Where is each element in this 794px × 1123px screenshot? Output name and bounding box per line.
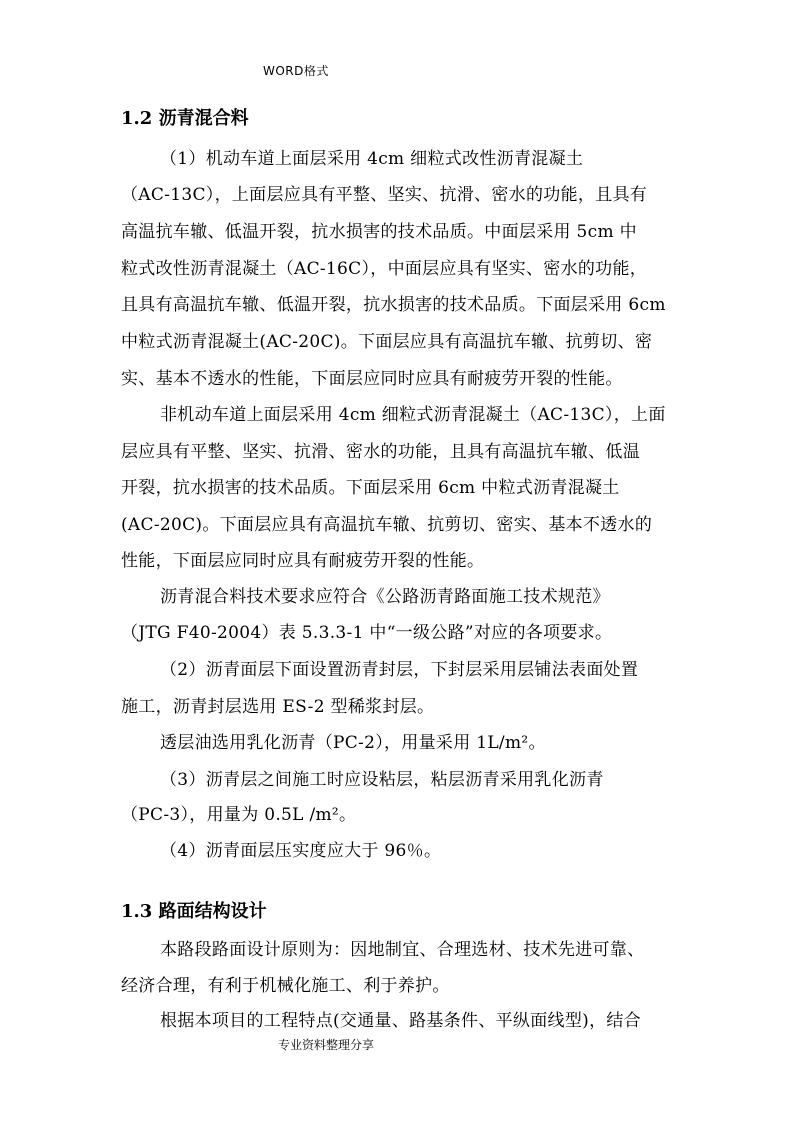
paragraph-line: 性能，下面层应同时应具有耐疲劳开裂的性能。 xyxy=(121,551,485,571)
page-footer-label: 专业资料整理分享 xyxy=(278,1038,375,1052)
paragraph-line: （1）机动车道上面层采用 4cm 细粒式改性沥青混凝土 xyxy=(160,149,584,169)
paragraph-line: （AC-13C），上面层应具有平整、坚实、抗滑、密水的功能，且具有 xyxy=(121,185,648,205)
paragraph-line: 透层油选用乳化沥青（PC-2），用量采用 1L/m²。 xyxy=(160,733,546,753)
paragraph-line: （4）沥青面层压实度应大于 96％。 xyxy=(160,841,442,861)
paragraph-line: 实、基本不透水的性能，下面层应同时应具有耐疲劳开裂的性能。 xyxy=(121,369,623,389)
paragraph-line: 本路段路面设计原则为：因地制宜、合理选材、技术先进可靠、 xyxy=(160,940,645,960)
paragraph-line: 粒式改性沥青混凝土（AC-16C），中面层应具有坚实、密水的功能， xyxy=(121,259,648,279)
paragraph-line: 中粒式沥青混凝土(AC-20C)。下面层应具有高温抗车辙、抗剪切、密 xyxy=(121,332,653,352)
paragraph-line: 根据本项目的工程特点(交通量、路基条件、平纵面线型)，结合 xyxy=(160,1011,641,1031)
section-heading-1-2: 1.2 沥青混合料 xyxy=(121,108,249,129)
paragraph-line: 施工，沥青封层选用 ES-2 型稀浆封层。 xyxy=(121,697,435,717)
paragraph-line: 且具有高温抗车辙、低温开裂，抗水损害的技术品质。下面层采用 6cm xyxy=(121,295,666,315)
paragraph-line: （JTG F40-2004）表 5.3.3-1 中“一级公路”对应的各项要求。 xyxy=(121,623,613,643)
paragraph-line: 高温抗车辙、低温开裂，抗水损害的技术品质。中面层采用 5cm 中 xyxy=(121,222,637,242)
paragraph-line: 非机动车道上面层采用 4cm 细粒式沥青混凝土（AC-13C），上面 xyxy=(160,405,666,425)
page-header-label: WORD格式 xyxy=(263,64,329,78)
section-heading-1-3: 1.3 路面结构设计 xyxy=(121,901,267,922)
paragraph-line: (AC-20C)。下面层应具有高温抗车辙、抗剪切、密实、基本不透水的 xyxy=(121,515,653,535)
paragraph-line: （PC-3），用量为 0.5L /m²。 xyxy=(121,805,357,825)
paragraph-line: 经济合理，有利于机械化施工、利于养护。 xyxy=(121,976,450,996)
paragraph-line: 层应具有平整、坚实、抗滑、密水的功能，且具有高温抗车辙、低温 xyxy=(121,442,640,462)
paragraph-line: 沥青混合料技术要求应符合《公路沥青路面施工技术规范》 xyxy=(160,587,610,607)
paragraph-line: （2）沥青面层下面设置沥青封层，下封层采用层铺法表面处置 xyxy=(160,660,639,680)
paragraph-line: 开裂，抗水损害的技术品质。下面层采用 6cm 中粒式沥青混凝土 xyxy=(121,478,620,498)
paragraph-line: （3）沥青层之间施工时应设粘层，粘层沥青采用乳化沥青 xyxy=(160,770,604,790)
